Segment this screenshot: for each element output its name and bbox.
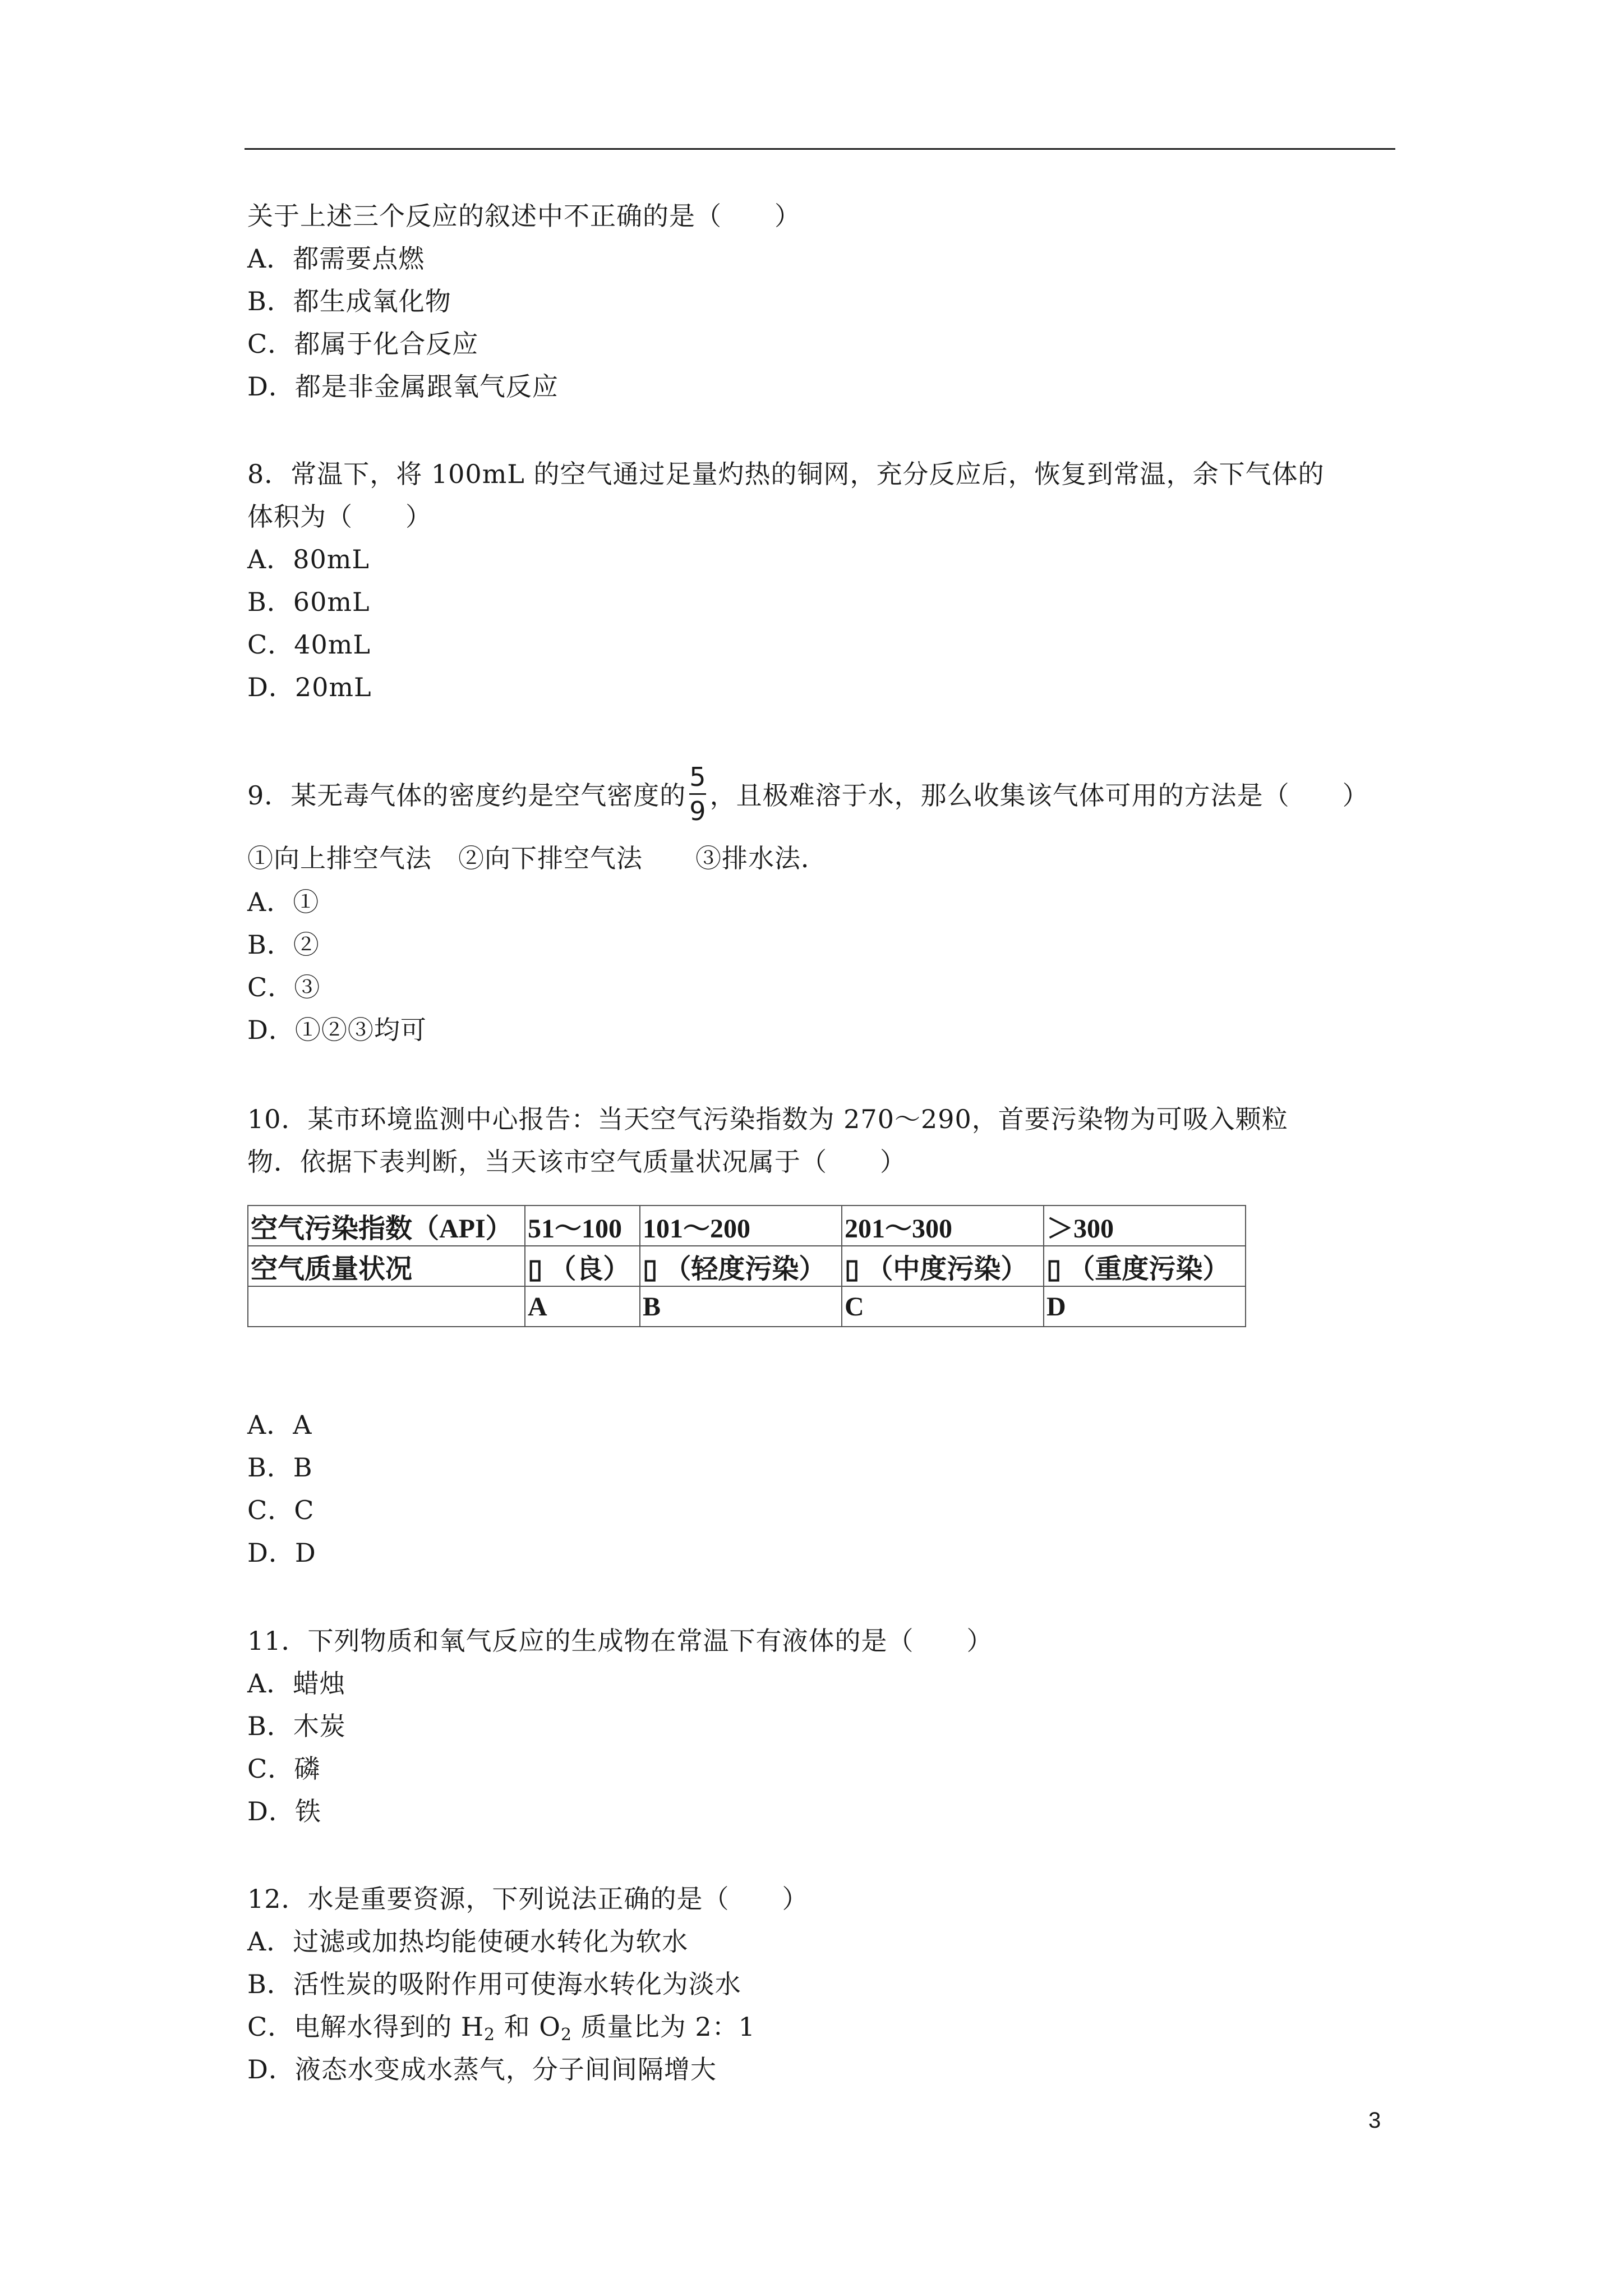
q9-stem-before: 9．某无毒气体的密度约是空气密度的 [247,780,686,811]
table-cell: 201～300 [842,1205,1044,1246]
q12-option-b: B．活性炭的吸附作用可使海水转化为淡水 [247,1969,741,1999]
q9-option-b: B．② [247,930,320,960]
q7-option-c: C．都属于化合反应 [247,329,479,359]
q10-option-d: D．D [247,1538,316,1568]
q9-methods: ①向上排空气法 ②向下排空气法 ③排水法． [247,843,827,873]
q9-option-a: A．① [247,887,320,917]
q7-option-d: D．都是非金属跟氧气反应 [247,371,559,402]
q9-fraction [689,762,706,826]
table-cell: 101～200 [640,1205,842,1246]
table-row [248,1205,1246,1246]
q9-option-c: C．③ [247,972,321,1002]
table-cell: 空气污染指数（API） [248,1205,525,1246]
q11-option-c: C．磷 [247,1754,321,1784]
q9-stem [247,752,1369,836]
q11-option-d: D．铁 [247,1796,321,1826]
q10-option-a: A．A [247,1410,312,1440]
subscript: 2 [483,2025,496,2045]
q11-stem: 11．下列物质和氧气反应的生成物在常温下有液体的是（ ） [247,1626,993,1656]
q7-option-a: A．都需要点燃 [247,243,425,274]
q11-option-a: A．蜡烛 [247,1668,346,1699]
table-cell: ▯ （良） [525,1246,640,1286]
table-cell: 51～100 [525,1205,640,1246]
q9-fraction-numerator: 5 [689,761,707,792]
table-cell: B [640,1286,842,1327]
q12-stem: 12．水是重要资源，下列说法正确的是（ ） [247,1884,809,1914]
subscript: 2 [561,2025,573,2045]
q12-option-c-part1: C．电解水得到的 H [247,2012,484,2042]
q8-option-a: A．80mL [247,544,370,574]
q8-option-c: C．40mL [247,629,371,660]
q8-stem-line1: 8．常温下，将 100mL 的空气通过足量灼热的铜网，充分反应后，恢复到常温，余下气体的 [247,459,1325,489]
q7-stem: 关于上述三个反应的叙述中不正确的是（ ） [247,201,801,231]
q9-stem-after: ，且极难溶于水，那么收集该气体可用的方法是（ ） [709,780,1369,811]
q10-stem-line2: 物．依据下表判断，当天该市空气质量状况属于（ ） [247,1147,906,1177]
table-cell: A [525,1286,640,1327]
table-cell: C [842,1286,1044,1327]
q12-option-c-part3: 质量比为 2：1 [572,2012,755,2042]
q9-option-d: D．①②③均可 [247,1015,427,1045]
q8-option-b: B．60mL [247,587,370,617]
fraction-bar [689,793,706,795]
q12-option-c-part2: 和 O [495,2012,561,2042]
table-cell: ▯ （中度污染） [842,1246,1044,1286]
table-cell: ▯ （轻度污染） [640,1246,842,1286]
q12-option-c [247,2010,755,2052]
table-cell: 空气质量状况 [248,1246,525,1286]
q10-stem-line1: 10．某市环境监测中心报告：当天空气污染指数为 270～290，首要污染物为可吸入颗粒 [247,1104,1288,1134]
q10-option-c: C．C [247,1495,315,1525]
page-number: 3 [1368,2108,1381,2133]
table-cell: D [1044,1286,1246,1327]
q12-option-a: A．过滤或加热均能使硬水转化为软水 [247,1926,689,1957]
table-row [248,1246,1246,1286]
q11-option-b: B．木炭 [247,1711,346,1741]
table-cell [248,1286,525,1327]
table-row [248,1286,1246,1327]
q12-option-d: D．液态水变成水蒸气，分子间间隔增大 [247,2054,717,2085]
q8-stem-line2: 体积为（ ） [247,501,432,532]
q7-option-b: B．都生成氧化物 [247,286,451,316]
q10-option-b: B．B [247,1452,313,1483]
api-table [247,1205,1246,1327]
q9-fraction-denominator: 9 [689,795,707,826]
table-cell: ▯ （重度污染） [1044,1246,1246,1286]
header-rule [245,148,1395,150]
q8-option-d: D．20mL [247,672,372,702]
table-cell: ＞300 [1044,1205,1246,1246]
